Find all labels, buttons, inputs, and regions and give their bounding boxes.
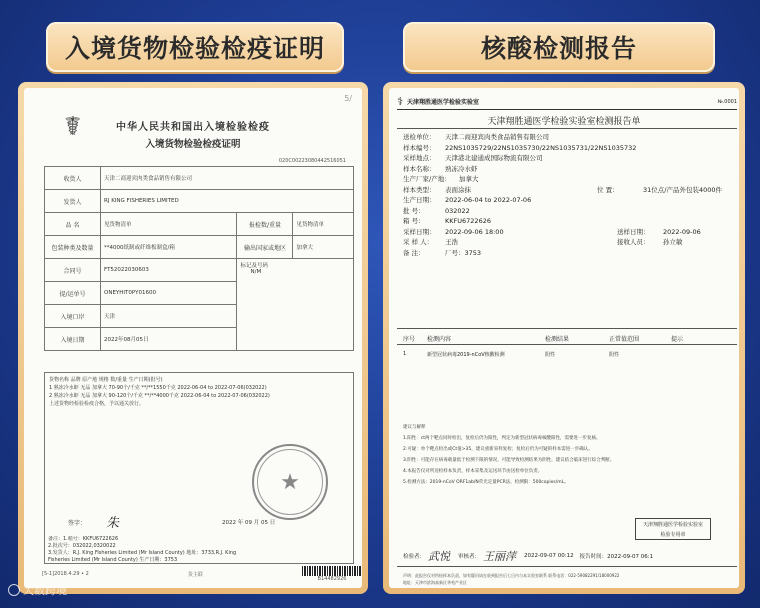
info-row: 采样地点： 天津港北建通成国际物流有限公司 <box>403 154 543 162</box>
row-value: 2022年08月05日 <box>101 328 237 351</box>
copy-type: 货主联 <box>187 571 203 578</box>
goods-line: 1 熟冻冷水虾 无品 加拿大 70-90个/千克 **/**1550千克 2022-06-04 to 2022-07-06(032022) <box>49 385 267 391</box>
row-label: 提/运单号 <box>45 282 101 305</box>
certificate-paper <box>24 88 362 588</box>
row-value: 见货物清单 <box>293 213 354 236</box>
watermark-text: 大数跨境 <box>23 584 67 597</box>
row-label: 包装种类及数量 <box>45 236 101 259</box>
watermark-logo-icon <box>8 584 20 596</box>
row-value: 见货物清单 <box>101 213 237 236</box>
report-paper <box>389 88 739 588</box>
banner-entry-certificate: 入境货物检验检疫证明 <box>46 22 344 72</box>
divider <box>397 328 737 329</box>
table-row: 1 新型冠状病毒2019-nCoV核酸检测 阴性 阴性 <box>403 351 620 358</box>
banner-nucleic-report: 核酸检测报告 <box>403 22 715 72</box>
report-footer: 声明：此报告仅对所检样本负责，如有疑问请在收到报告后七日内与本实验室联系 联系电话：022-59082291/18000922 地址：天津市滨海高新区华苑产业区 <box>403 573 620 585</box>
sign-label: 签字： <box>68 520 87 527</box>
info-row: 生产厂家/产地： 加拿大 <box>403 175 479 183</box>
certificate-date: 2022 年 09 月 05 日 <box>222 520 276 526</box>
row-label: 输出国家或地区 <box>237 236 293 259</box>
table-row <box>45 259 354 282</box>
row-value: **4000纸制或纤维板制盒/箱 <box>101 236 237 259</box>
info-row: 采样日期： 2022-09-06 18:00 送样日期： 2022-09-06 <box>403 227 701 236</box>
divider <box>397 128 737 129</box>
report-title: 天津翔胜通医学检验实验室检测报告单 <box>487 117 641 127</box>
info-row: 批 号： 032022 <box>403 206 470 215</box>
certificate-table <box>44 166 354 351</box>
result-table <box>403 334 733 358</box>
inspector-signature: 武悦 <box>428 550 451 563</box>
signature: 朱 <box>106 516 120 531</box>
certificate-title-1: 中华人民共和国出入境检验检疫 <box>116 122 270 133</box>
barcode-icon <box>302 566 362 576</box>
row-value: RJ KING FISHERIES LIMITED <box>101 190 354 213</box>
lab-name: 天津翔胜通医学检验实验室 <box>406 99 479 106</box>
goods-statement: 上述货物经检验检疫合格，予以通关放行。 <box>49 401 145 407</box>
signature-row: 检验者： 武悦 审核者： 王丽萍 2022-09-07 00:12 报告时间：2022-09-07 06:1 <box>403 550 654 563</box>
divider <box>397 566 737 567</box>
divider <box>397 344 737 345</box>
footer-line: 备注：1.箱号：KKFU6722626 <box>48 536 119 542</box>
watermark <box>8 582 67 598</box>
row-label: 品 名 <box>45 213 101 236</box>
report-notes: 建议与解释 1.阳性：ct两个靶点同时检出，复检后仍为阳性，判定为新型冠状病毒核酸阳性，需要进一步复核。 2.可疑：单个靶点检出或Ct值>35，建议重新采样复检；复检后仍为可疑的样本需进一步确认。 3.阴性：可能存在病毒载量低于检测下限的情况，可能导致检测结果为阴性，建议结合临床进行综合判断。 4.本报告仅对所送检样本负责，样本采集及运送环节由送检单位负责。 5.检测方法：2019-nCoV ORF1ab/N荧光定量PCR法，检测限：500copies/mL。 <box>403 425 615 485</box>
info-row: 生产日期： 2022-06-04 to 2022-07-06 <box>403 196 532 204</box>
official-seal-star-icon: ★ <box>252 444 328 520</box>
goods-line: 2 熟冻冷水虾 无品 加拿大 90-120个/千克 **/**4000千克 2022-06-04 to 2022-07-06(032022) <box>49 393 270 399</box>
table-row <box>45 167 354 190</box>
goods-header: 货物名称 品牌 原产地 规格 数/重量 生产日期(批号) <box>49 377 163 383</box>
row-value: 加拿大 <box>293 236 354 259</box>
table-row <box>45 213 354 236</box>
row-label: 发货人 <box>45 190 101 213</box>
info-row: 采 样 人： 王浩 接收人员： 孙立敏 <box>403 238 683 246</box>
footer-line: 2.批次号：032022,0320022 <box>48 543 116 549</box>
footer-line: Fisheries Limited (Mr Island County) 生产日期：3753 <box>48 557 178 563</box>
barcode-number: B14482926 <box>317 576 347 582</box>
row-label: 入境口岸 <box>45 305 101 328</box>
mark-label: 标记及号码 <box>240 263 268 269</box>
form-code: [5-1]2018.4.29 • 2 <box>42 571 89 577</box>
info-row: 样本编号： 22NS1035729/22NS1035730/22NS1035731/22NS1035732 <box>403 143 637 152</box>
certificate-serial: 020C00223080442516051 <box>278 158 346 164</box>
row-label: 合同号 <box>45 259 101 282</box>
row-value: ONEYHIT0PY01600 <box>101 282 237 305</box>
mark-cell <box>237 259 354 351</box>
mark-value: N/M <box>250 269 262 275</box>
row-label: 入境日期 <box>45 328 101 351</box>
info-row: 备 注： 厂号：3753 <box>403 248 482 257</box>
table-row <box>45 190 354 213</box>
certificate-bottom <box>42 566 362 582</box>
report-number: №.0001 <box>717 98 737 105</box>
table-row <box>45 236 354 259</box>
info-row: 箱 号： KKFU6722626 <box>403 217 491 225</box>
result-header: 序号 检测内容 检测结果 正常值范围 提示 <box>403 336 684 343</box>
row-value: FT52022030603 <box>101 259 237 282</box>
corner-mark: 5/ <box>344 94 352 103</box>
row-label: 收货人 <box>45 167 101 190</box>
footer-line: 3.发货人：R.J. King Fisheries Limited (Mr Island County) 地址：3733,R.J. King <box>48 550 237 556</box>
row-label: 报检数/重量 <box>237 213 293 236</box>
report-frame <box>383 82 745 594</box>
certificate-title-2: 入境货物检验检疫证明 <box>145 139 241 150</box>
reviewer-signature: 王丽萍 <box>483 550 517 563</box>
lab-logo-icon: ⚕ <box>397 95 403 108</box>
info-row: 样本类型： 表面涂抹 位 置： 31位点/产品外包装4000件 <box>403 185 723 194</box>
info-row: 样本名称： 熟冻冷水虾 <box>403 164 478 173</box>
certificate-frame <box>18 82 368 594</box>
certificate-footer <box>48 536 348 564</box>
report-info <box>403 132 733 258</box>
ciq-logo-icon: ☤ <box>64 112 82 142</box>
info-row: 送检单位： 天津二商迎宾肉类食品销售有限公司 <box>403 133 549 141</box>
row-value: 天津二商迎宾肉类食品销售有限公司 <box>101 167 354 190</box>
lab-stamp: 天津翔胜通医学检验实验室 检验专用章 <box>635 518 711 540</box>
report-header <box>397 94 737 110</box>
row-value: 天津 <box>101 305 237 328</box>
